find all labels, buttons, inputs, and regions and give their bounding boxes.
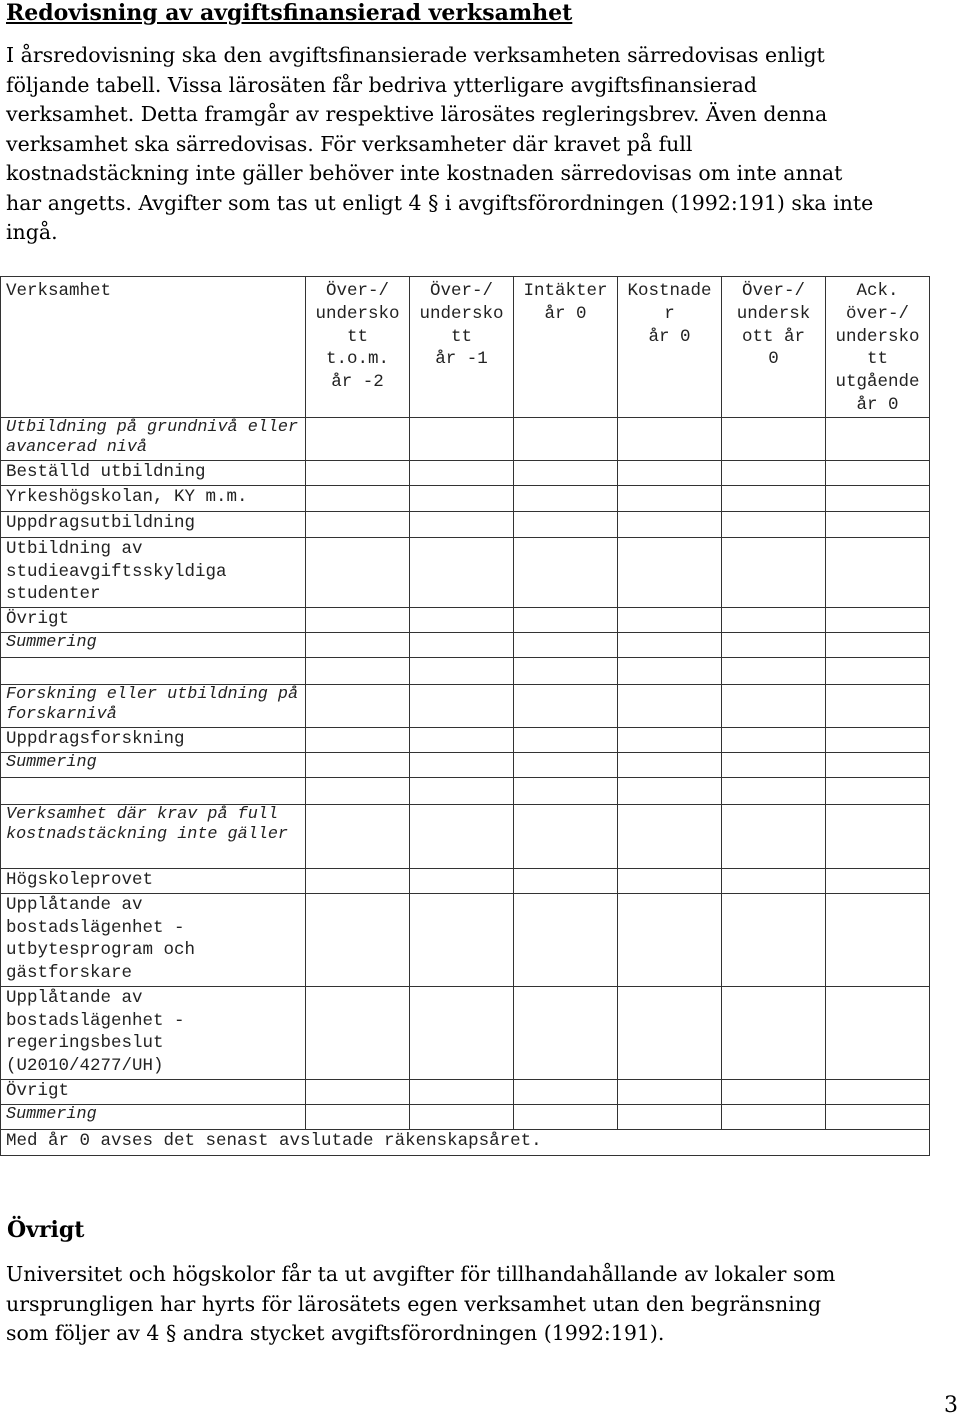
outro-line: ursprungligen har hyrts för lärosätets egen verksamhet utan den begränsning [6,1291,822,1316]
intro-line: verksamhet ska särredovisas. För verksamheter där kravet på full [6,131,693,156]
row-label: Yrkeshögskolan, KY m.m. [1,485,306,511]
header-line: 0 [768,349,779,370]
header-line: ott år [741,326,805,347]
row-label: Upplåtande av bostadslägenhet - utbytesprogram och gästforskare [1,893,306,986]
intro-line: följande tabell. Vissa lärosäten får bedriva ytterligare avgiftsfinansierad [6,72,757,97]
header-line: undersko [419,303,504,324]
header-col-ackumulerat [826,277,930,418]
table-row [1,868,930,893]
row-label: Uppdragsforskning [1,727,306,752]
group-title: Forskning eller utbildning på forskarnivå [1,684,306,727]
outro-line: som följer av 4 § andra stycket avgiftsförordningen (1992:191). [6,1321,665,1345]
outro-paragraph [6,1260,956,1349]
table-row [1,893,930,986]
header-line: Intäkter [523,281,608,301]
header-line: Över-/ [741,281,805,301]
header-line: Över-/ [429,281,493,301]
page-heading: Redovisning av avgiftsfinansierad verksamhet [6,0,573,26]
header-col-kostnader [618,277,722,418]
header-verksamhet [1,277,306,418]
table-row [1,460,930,485]
header-line: r [664,303,675,324]
table-row [1,537,930,607]
spacer-row [1,777,930,804]
header-line: tt [450,326,472,347]
row-label: Upplåtande av bostadslägenhet - regeringsbeslut (U2010/4277/UH) [1,986,306,1079]
header-line: över-/ [845,303,909,324]
header-line: år 0 [648,326,691,347]
row-label: Uppdragsutbildning [1,511,306,537]
summary-row [1,1104,930,1129]
header-col-ar0 [722,277,826,418]
header-col-ar-minus1 [410,277,514,418]
header-line: utgående [835,372,920,393]
intro-line: ingå. [6,220,58,244]
summary-row [1,752,930,777]
intro-line: verksamhet. Detta framgår av respektive lärosätes regleringsbrev. Även denna [6,102,828,126]
header-line: Ack. [856,281,899,301]
row-label: Utbildning av studieavgiftsskyldiga studenter [1,537,306,607]
spacer-row [1,657,930,684]
header-line: t.o.m. [325,349,389,370]
page-number: 3 [944,1393,958,1418]
header-line: Kostnade [627,281,712,301]
row-label: Högskoleprovet [1,868,306,893]
header-line: tt [866,349,888,370]
header-line: år -2 [331,372,384,393]
header-col-ar-minus2 [306,277,410,418]
table-footnote: Med år 0 avses det senast avslutade räkenskapsåret. [1,1129,930,1155]
group-title: Verksamhet där krav på full kostnadstäckning inte gäller [1,804,306,868]
group-title-row [1,684,930,727]
table-row [1,511,930,537]
intro-line: kostnadstäckning inte gäller behöver inte kostnaden särredovisas om inte annat [6,161,843,185]
header-line: år 0 [856,394,899,415]
intro-line: I årsredovisning ska den avgiftsfinansierade verksamheten särredovisas enligt [6,43,825,67]
header-line: undersko [315,303,400,324]
table-row [1,727,930,752]
group-title-row [1,417,930,460]
header-row [1,277,930,418]
summary-label: Summering [1,632,306,657]
table-row [1,1079,930,1104]
summary-label: Summering [1,1104,306,1129]
section-heading: Övrigt [7,1217,85,1243]
header-line: Verksamhet [6,281,112,301]
intro-line: har angetts. Avgifter som tas ut enligt 4 § i avgiftsförordningen (1992:191) ska inte [6,190,874,215]
header-line: Över-/ [325,281,389,301]
row-label: Övrigt [1,607,306,632]
header-col-intakter [514,277,618,418]
fee-table [0,276,930,1156]
table-row [1,607,930,632]
row-label: Beställd utbildning [1,460,306,485]
table-row [1,485,930,511]
intro-paragraph [6,41,956,248]
header-line: år -1 [435,349,488,370]
outro-line: Universitet och högskolor får ta ut avgifter för tillhandahållande av lokaler som [6,1262,836,1286]
header-line: år 0 [544,303,587,324]
header-line: undersk [736,303,811,324]
header-line: undersko [835,326,920,347]
group-title: Utbildning på grundnivå eller avancerad nivå [1,417,306,460]
table-row [1,986,930,1079]
header-line: tt [346,326,368,347]
footnote-row [1,1129,930,1155]
row-label: Övrigt [1,1079,306,1104]
summary-row [1,632,930,657]
group-title-row [1,804,930,868]
summary-label: Summering [1,752,306,777]
